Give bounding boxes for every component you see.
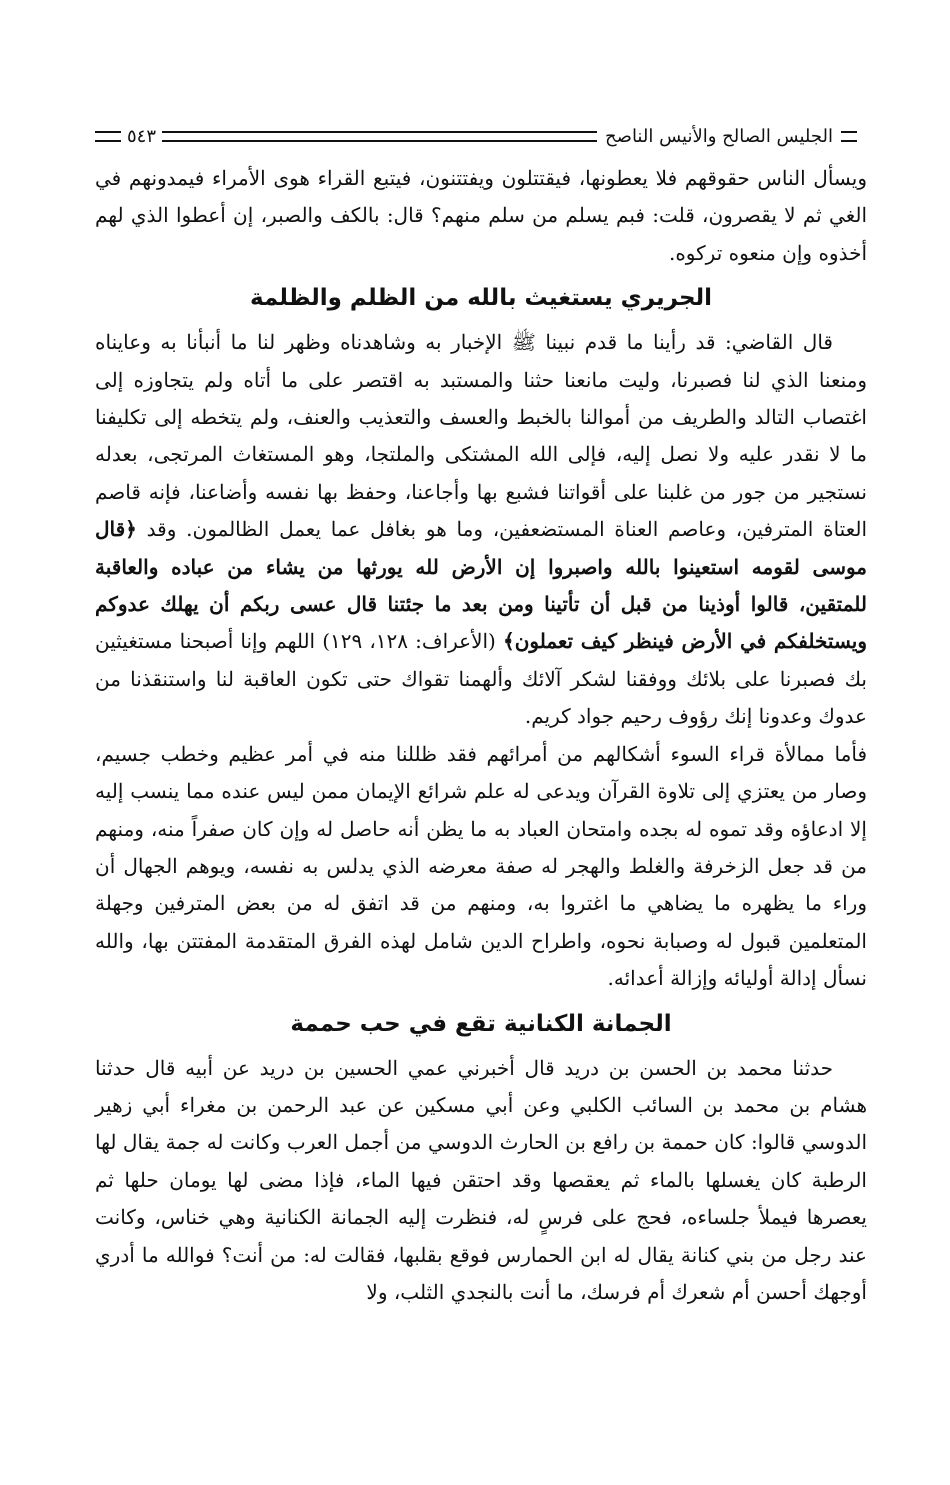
paragraph-qadi-text: قال القاضي: قد رأينا ما قدم نبينا ﷺ الإخبار به وشاهدناه وظهر لنا ما أنبأنا به وعايناه ومنعنا الذي لنا فصبرنا، وليت مانعنا حثنا والمستبد به اقتصر على ما أتاه ولم يتجاوزه إلى اغتصاب التالد والطريف من أموالنا بالخبط والعسف والتعذيب والعنف، ولم يتخطه إلى تكليفنا ما لا نقدر عليه ولا نصل إليه، فإلى الله المشتكى والملتجا، وهو المستغاث المرتجى، بعدله نستجير من جور من غلبنا على أقواتنا فشبع بها وأجاعنا، وحفظ بها نفسه وأضاعنا، فإنه قاصم العتاة المترفين، وعاصم العناة المستضعفين، وما هو بغافل عما يعمل الظالمون. وقد (95, 330, 868, 542)
section-heading-jumana: الجمانة الكنانية تقع في حب حممة (290, 1010, 672, 1037)
section-heading-jariri: الجريري يستغيث بالله من الظلم والظلمة (249, 285, 713, 312)
page-body (95, 160, 867, 1311)
quran-quote: ﴿قال موسى لقومه استعينوا بالله واصبروا إن الأرض لله يورثها من يشاء من عباده والعاقبة للمتقين، قالوا أوذينا من قبل أن تأتينا ومن بعد ما جئتنا قال عسى ربكم أن يهلك عدوكم ويستخلفكم في الأرض فينظر كيف تعملون﴾ (95, 517, 868, 654)
paragraph-qadi (95, 324, 867, 735)
header-rule-end (95, 131, 121, 142)
header-rule-start (841, 131, 857, 142)
running-header (95, 118, 857, 154)
header-book-title: الجليس الصالح والأنيس الناصح (605, 125, 833, 147)
header-rule-middle (162, 131, 597, 142)
paragraph-continuation: ويسأل الناس حقوقهم فلا يعطونها، فيقتتلون ويفتتنون، فيتبع القراء هوى الأمراء فيمدونهم في الغي ثم لا يقصرون، قلت: فبم يسلم من سلم منهم؟ قال: بالكف والصبر، إن أعطوا الذي لهم أخذوه وإن منعوه تركوه. (95, 166, 867, 265)
paragraph-qurra: فأما ممالأة قراء السوء أشكالهم من أمرائهم فقد ظللنا منه في أمر عظيم وخطب جسيم، وصار من يعتزي إلى تلاوة القرآن ويدعى له علم شرائع الإيمان ممن ليس عنده مما ينسب إليه إلا ادعاؤه وقد تموه له بجده وامتحان العباد به ما يظن أنه حاصل له وإن كان صفراً منه، ومنهم من قد جعل الزخرفة والغلط والهجر له صفة معرضه الذي يدلس به نفسه، ويوهم الجهال أن وراء ما يظهره ما يضاهي ما اغتروا به، ومنهم من قد اتفق له من بعض المترفين وجهلة المتعلمين قبول له وصبابة نحوه، واطراح الدين شامل لهذه الفرق المتقدمة المفتتن بها، والله نسأل إدالة أوليائه وإزالة أعدائه. (95, 741, 867, 991)
paragraph-qadi-after-quote: (الأعراف: ١٢٨، ١٢٩) اللهم وإنا أصبحنا مستغيثين بك فصبرنا على بلائك ووفقنا لشكر آلائك وألهمنا تقواك حتى تكون العاقبة لنا واستنقذنا من عدوك وعدونا إنك رؤوف رحيم جواد كريم. (95, 629, 867, 729)
header-page-number: ٥٤٣ (127, 125, 157, 147)
paragraph-hamama: حدثنا محمد بن الحسن بن دريد قال أخبرني عمي الحسين بن دريد عن أبيه قال حدثنا هشام بن محمد بن السائب الكلبي وعن أبي مسكين عن عبد الرحمن بن مغراء أبي زهير الدوسي قالوا: كان حممة بن رافع بن الحارث الدوسي من أجمل العرب وكانت له جمة يقال لها الرطبة كان يغسلها بالماء ثم يعقصها وقد احتقن فيها الماء، فإذا مضى لها يومان حلها ثم يعصرها فيملأ جلساءه، فحج على فرسٍ له، فنظرت إليه الجمانة الكنانية وهي خناس، وكانت عند رجل من بني كنانة يقال له ابن الحمارس فوقع بقلبها، فقالت له: من أنت؟ فوالله ما أدري أوجهك أحسن أم شعرك أم فرسك، ما أنت بالنجدي الثلب، ولا (95, 1055, 867, 1304)
